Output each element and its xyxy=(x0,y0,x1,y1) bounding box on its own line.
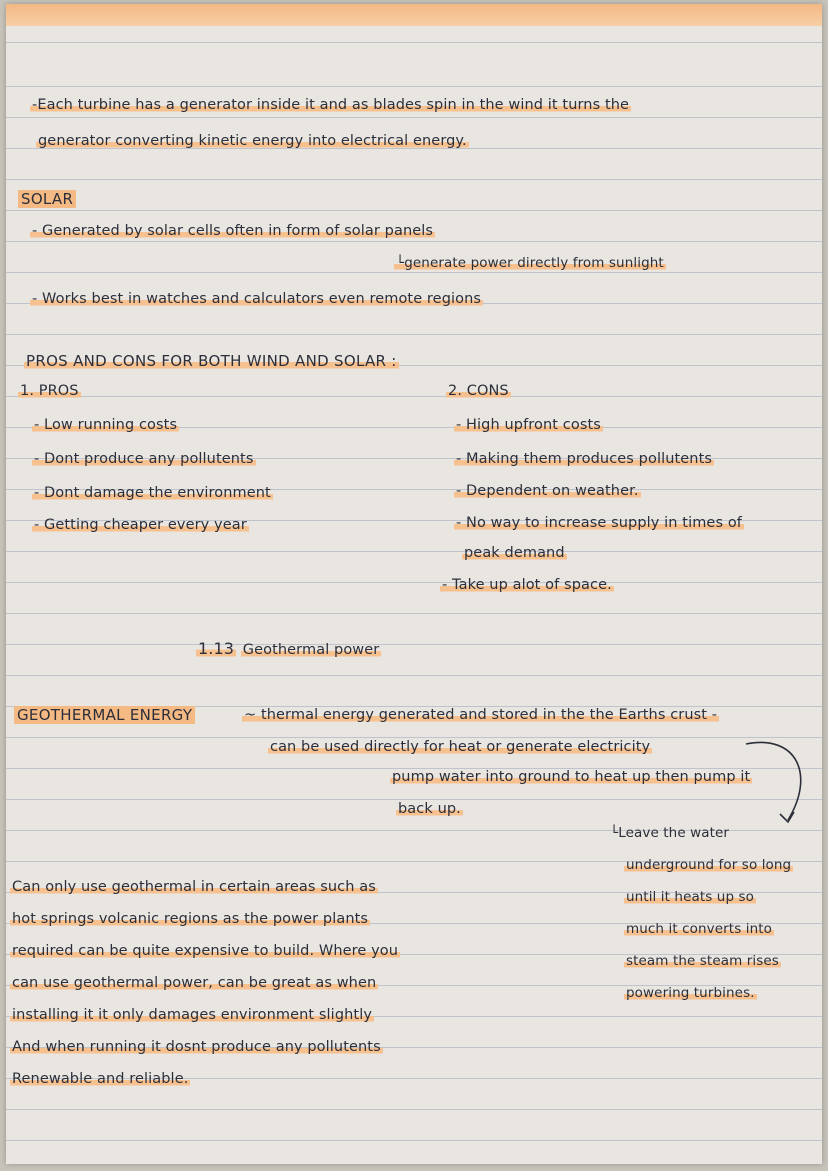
pros-item: - Low running costs xyxy=(34,417,178,433)
side-note-line: powering turbines. xyxy=(626,985,755,1001)
top-highlight-band xyxy=(6,4,822,26)
pros-item: - Getting cheaper every year xyxy=(34,517,247,533)
pros-item: - Dont damage the environment xyxy=(34,485,271,501)
geothermal-paragraph-line: installing it it only damages environment slightly xyxy=(12,1007,373,1023)
geothermal-definition-4: back up. xyxy=(398,801,461,817)
notebook-page xyxy=(6,4,822,1164)
side-note-line: underground for so long xyxy=(626,857,792,873)
cons-item: - Making them produces pollutents xyxy=(456,451,713,467)
section-title xyxy=(196,640,381,659)
geothermal-definition-3: pump water into ground to heat up then pump it xyxy=(392,769,751,785)
geothermal-paragraph-line: And when running it dosnt produce any pollutents xyxy=(12,1039,381,1055)
cons-title: 2. CONS xyxy=(448,383,509,399)
wind-line-2: generator converting kinetic energy into electrical energy. xyxy=(38,133,467,149)
side-note-line: └Leave the water xyxy=(610,825,730,841)
wind-line-1: -Each turbine has a generator inside it and as blades spin in the wind it turns the xyxy=(32,97,630,113)
side-note-line: steam the steam rises xyxy=(626,953,779,969)
proscons-heading: PROS AND CONS FOR BOTH WIND AND SOLAR : xyxy=(26,352,397,370)
geothermal-heading: GEOTHERMAL ENERGY xyxy=(14,706,195,724)
geothermal-paragraph-line: required can be quite expensive to build. Where you xyxy=(12,943,399,959)
solar-line-3: - Works best in watches and calculators even remote regions xyxy=(32,291,482,307)
geothermal-definition-2: can be used directly for heat or generate electricity xyxy=(270,739,651,755)
solar-line-2: └generate power directly from sunlight xyxy=(396,255,664,271)
solar-heading: SOLAR xyxy=(18,190,76,208)
geothermal-definition-1: ~ thermal energy generated and stored in the the Earths crust - xyxy=(244,707,718,723)
geothermal-paragraph-line: hot springs volcanic regions as the power plants xyxy=(12,911,369,927)
geothermal-paragraph-line: Renewable and reliable. xyxy=(12,1071,189,1087)
pros-title: 1. PROS xyxy=(20,383,79,399)
solar-line-1: - Generated by solar cells often in form of solar panels xyxy=(32,223,434,239)
geothermal-paragraph-line: can use geothermal power, can be great as when xyxy=(12,975,377,991)
pros-item: - Dont produce any pollutents xyxy=(34,451,254,467)
cons-item: - Take up alot of space. xyxy=(442,577,612,593)
cons-item: peak demand xyxy=(464,545,565,561)
side-note-line: much it converts into xyxy=(626,921,772,937)
cons-item: - High upfront costs xyxy=(456,417,601,433)
cons-item: - No way to increase supply in times of xyxy=(456,515,742,531)
geothermal-paragraph-line: Can only use geothermal in certain areas such as xyxy=(12,879,376,895)
section-name: Geothermal power xyxy=(242,642,380,658)
curved-arrow-icon xyxy=(706,734,816,834)
section-number: 1.13 xyxy=(198,639,235,658)
side-note-line: until it heats up so xyxy=(626,889,754,905)
cons-item: - Dependent on weather. xyxy=(456,483,639,499)
